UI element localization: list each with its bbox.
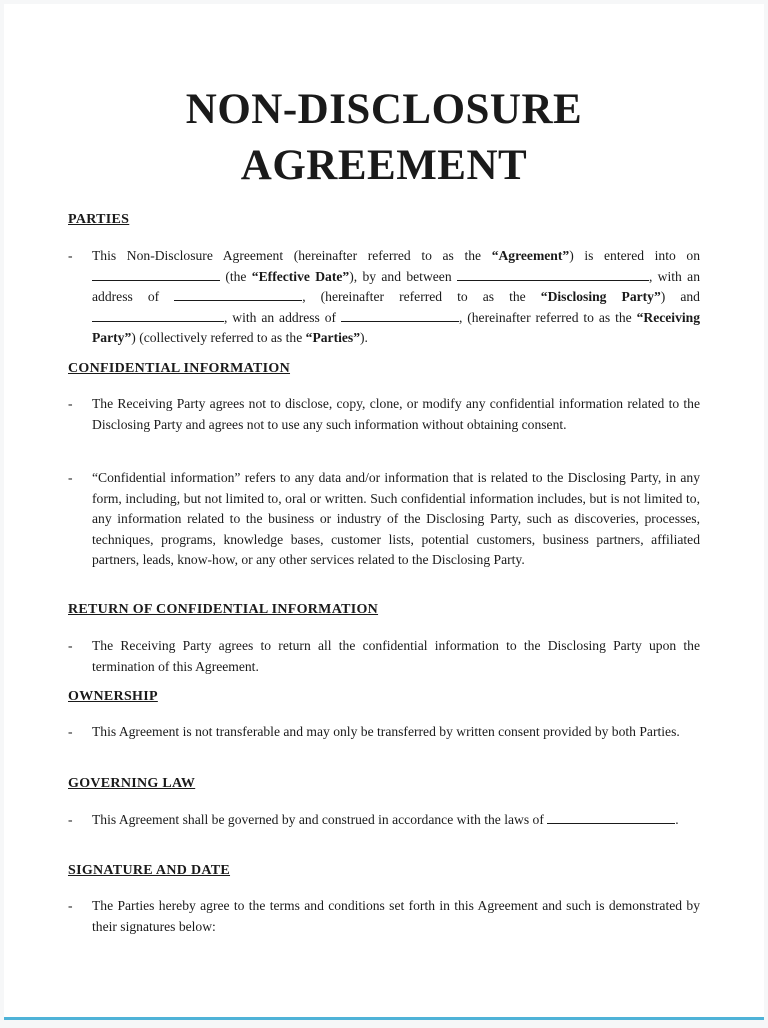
heading-governing-law: GOVERNING LAW [68, 776, 196, 791]
bullet: - [68, 724, 73, 739]
confidential-paragraph-2: “Confidential information” refers to any data and/or information that is related to the Disclosing Party, in any form, including, but not limited to, oral or written. Such confidential information includes, but is not limited to, any information related to the business or industry of the Disclosing Party, such as discoveries, processes, techniques, programs, knowledge bases, customer lists, potential customers, business partners, affiliated partners, leads, know-how, or any other services related to the Disclosing Party. [92, 470, 700, 567]
parties-paragraph: This Non-Disclosure Agreement (hereinafter referred to as the “Agreement”) is entered into on (the “Effective Date”), by and between , with an address of , (hereinafter referred to as the “Disclosing Party”) and , with an address of , (hereinafter referred to as the “Receiving Party”) (collectively referred to as the “Parties”). [92, 248, 701, 345]
heading-confidential-information: CONFIDENTIAL INFORMATION [68, 361, 291, 376]
bullet: - [68, 812, 73, 827]
bullet: - [68, 638, 73, 653]
return-item [68, 636, 700, 677]
bullet: - [68, 248, 73, 263]
parties-item [68, 246, 700, 349]
heading-return-of-confidential-information: RETURN OF CONFIDENTIAL INFORMATION [68, 602, 379, 617]
document-page [4, 4, 764, 1020]
document-title [4, 82, 764, 194]
governing-law-paragraph: This Agreement shall be governed by and construed in accordance with the laws of . [92, 812, 679, 827]
governing-law-item [68, 810, 700, 831]
ownership-paragraph: This Agreement is not transferable and may only be transferred by written consent provided by both Parties. [92, 724, 680, 739]
receiving-party-address-blank[interactable] [341, 309, 459, 322]
governing-law-jurisdiction-blank[interactable] [547, 811, 675, 824]
heading-signature-and-date: SIGNATURE AND DATE [68, 863, 231, 878]
title-line-2: AGREEMENT [240, 142, 528, 189]
receiving-party-name-blank[interactable] [92, 309, 224, 322]
confidential-item-1 [68, 394, 700, 435]
heading-parties: PARTIES [68, 212, 130, 227]
return-paragraph: The Receiving Party agrees to return all the confidential information to the Disclosing Party upon the termination of this Agreement. [92, 638, 700, 674]
disclosing-party-name-blank[interactable] [457, 268, 649, 281]
title-line-1: NON-DISCLOSURE [185, 86, 583, 133]
effective-date-blank[interactable] [92, 268, 220, 281]
confidential-paragraph-1: The Receiving Party agrees not to disclose, copy, clone, or modify any confidential information related to the Disclosing Party and agrees not to use any such information without obtaining consent. [92, 396, 700, 432]
bullet: - [68, 898, 73, 913]
ownership-item [68, 722, 700, 743]
disclosing-party-address-blank[interactable] [174, 288, 302, 301]
bullet: - [68, 396, 73, 411]
signature-item [68, 896, 700, 937]
heading-ownership: OWNERSHIP [68, 689, 158, 704]
confidential-item-2 [68, 468, 700, 571]
signature-paragraph: The Parties hereby agree to the terms and conditions set forth in this Agreement and such is demonstrated by their signatures below: [92, 898, 700, 934]
bullet: - [68, 470, 73, 485]
